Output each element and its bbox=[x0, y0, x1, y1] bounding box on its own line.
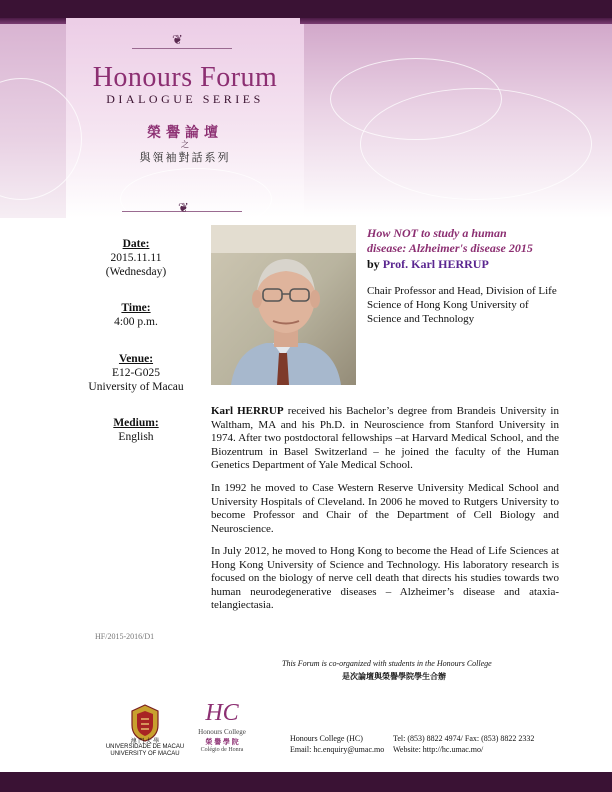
um-name-english: UNIVERSITY OF MACAU bbox=[110, 751, 180, 757]
chinese-subtitle: 與領袖對話系列 bbox=[139, 152, 231, 164]
venue-room: E12-G025 bbox=[112, 367, 160, 379]
date-block bbox=[66, 237, 206, 279]
co-organizer-note-chinese: 是次論壇與榮譽學院學生合辦 bbox=[342, 672, 446, 681]
flourish-icon: ❦ bbox=[178, 200, 189, 215]
ornament-line bbox=[132, 48, 232, 49]
speaker-photo bbox=[211, 225, 356, 385]
bottom-band bbox=[0, 772, 612, 792]
header-banner bbox=[0, 18, 612, 218]
page-title: Honours Forum bbox=[92, 62, 278, 93]
contact-website[interactable]: Website: http://hc.umac.mo/ bbox=[393, 745, 484, 754]
time-label: Time: bbox=[121, 302, 151, 314]
time-block bbox=[66, 301, 206, 329]
top-band bbox=[0, 0, 612, 18]
time-value: 4:00 p.m. bbox=[114, 316, 158, 328]
um-name-portuguese: UNIVERSIDADE DE MACAU bbox=[105, 744, 185, 750]
date-day: (Wednesday) bbox=[105, 266, 167, 278]
hc-name-chinese: 榮 譽 學 院 bbox=[205, 738, 239, 746]
bio-paragraph-2: In 1992 he moved to Case Western Reserve University Medical School and University Hospitals of Cleveland. In 2006 he moved to Rutgers University to become Professor and Chair of the Department of Cell Biology and Neuroscience. bbox=[211, 482, 559, 535]
bio-paragraph-3: In July 2012, he moved to Hong Kong to become the Head of Life Sciences at Hong Kong University of Science and Technology. His laboratory research is focused on the biology of nerve cell death that directs his studies towards two human neurodegenerative diseases – Alzheimer’s disease and ataxia-telangiectasia. bbox=[211, 545, 559, 611]
contact-phone-fax: Tel: (853) 8822 4974/ Fax: (853) 8822 2332 bbox=[393, 734, 535, 743]
page-subtitle: DIALOGUE SERIES bbox=[106, 92, 264, 106]
honours-college-logo: HC bbox=[205, 700, 239, 726]
talk-title: How NOT to study a human disease: Alzheimer's disease 2015 bbox=[367, 226, 533, 255]
date-value: 2015.11.11 bbox=[110, 252, 162, 264]
contact-org: Honours College (HC) bbox=[290, 734, 363, 743]
medium-value: English bbox=[118, 431, 154, 443]
speaker-position: Chair Professor and Head, Division of Life Science of Hong Kong University of Science and Technology bbox=[367, 285, 557, 325]
venue-label: Venue: bbox=[118, 353, 154, 365]
date-label: Date: bbox=[122, 238, 150, 250]
chinese-title: 榮譽論壇 bbox=[147, 126, 223, 141]
bio-paragraph-1: Karl HERRUP received his Bachelor’s degree from Brandeis University in Waltham, MA and his Ph.D. in Neuroscience from Stanford University in 1974. After two postdoctoral fellowships –at Harvard Medical School, and the Biozentrum in Basel Switzerland – he joined the faculty of the Human Genetics Department of Yale Medical School. bbox=[211, 405, 559, 471]
medium-block bbox=[66, 416, 206, 444]
venue-block bbox=[66, 352, 206, 394]
venue-place: University of Macau bbox=[88, 381, 184, 393]
contact-email[interactable]: Email: hc.enquiry@umac.mo bbox=[290, 745, 385, 754]
chinese-connector: 之 bbox=[181, 140, 189, 149]
hc-name-english: Honours College bbox=[198, 728, 246, 736]
co-organizer-note: This Forum is co-organized with students in the Honours College bbox=[282, 659, 492, 668]
speaker-name: by Prof. Karl HERRUP bbox=[367, 257, 489, 271]
hc-name-portuguese: Colégio de Honra bbox=[200, 747, 244, 753]
flourish-icon: ❦ bbox=[172, 32, 183, 47]
reference-number: HF/2015-2016/D1 bbox=[95, 632, 155, 641]
um-name-chinese: 澳 門 大 學 bbox=[130, 739, 160, 745]
medium-label: Medium: bbox=[113, 417, 159, 429]
